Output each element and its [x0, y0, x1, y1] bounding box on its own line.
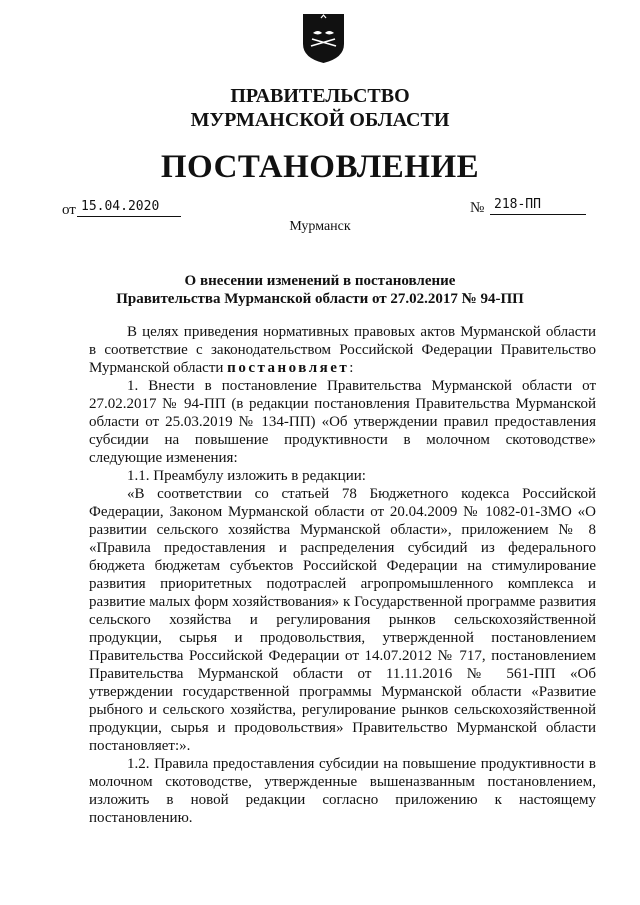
coat-of-arms-icon [301, 12, 346, 64]
document-type-title: ПОСТАНОВЛЕНИЕ [160, 149, 480, 185]
preamble-text: В целях приведения нормативных правовых актов Мурманской области в соответствие с законодательством Российской Федерации Правительство Мурманской области [89, 324, 596, 376]
subject-line2: Правительства Мурманской области от 27.02.2017 № 94-ПП [116, 291, 524, 307]
date-field: 15.04.2020 [77, 197, 181, 217]
document-number-field: 218-ПП [490, 195, 586, 215]
date-label: от [62, 202, 76, 218]
clause-1-1-quote: «В соответствии со статьей 78 Бюджетного кодекса Российской Федерации, Законом Мурманской области от 20.04.2009 № 1082-01-ЗМО «О развитии сельского хозяйства Мурманской области», приложением № 8 «Правила предоставления и распределения субсидий из федерального бюджета бюджетам субъектов Российской Федерации на стимулирование развития приоритетных подотраслей агропромышленного комплекса и развитие малых форм хозяйствования» к Государственной программе развития сельского хозяйства и регулирования рынков сельскохозяйственной продукции, сырья и продовольствия, утвержденной постановлением Правительства Российской Федерации от 14.07.2012 № 717, постановлением Правительства Мурманской области от 11.11.2016 № 561-ПП «Об утверждении государственной программы Мурманской области «Развитие рыбного и сельского хозяйства, регулирование рынков сельскохозяйственной продукции, сырья и продовольствия» Правительство Мурманской области постановляет:». [89, 486, 596, 754]
preamble-paragraph [89, 323, 596, 377]
document-body [89, 323, 596, 827]
number-label: № [470, 200, 485, 216]
clause-1: 1. Внести в постановление Правительства Мурманской области от 27.02.2017 № 94-ПП (в редакции постановления Правительства Мурманской области от 25.03.2019 № 134-ПП) «Об утверждении правил предоставления субсидии на повышение продуктивности в молочном скотоводстве» следующие изменения: [89, 378, 596, 466]
clause-1-2: 1.2. Правила предоставления субсидии на повышение продуктивности в молочном скотоводстве, утвержденные вышеназванным постановлением, изложить в новой редакции согласно приложению к настоящему постановлению. [89, 756, 596, 826]
organization-name-line1: ПРАВИТЕЛЬСТВО [230, 85, 410, 107]
city-name: Мурманск [289, 219, 351, 234]
decree-keyword: постановляет [227, 360, 350, 376]
preamble-colon: : [349, 360, 354, 376]
clause-1-1: 1.1. Преамбулу изложить в редакции: [127, 468, 366, 484]
organization-name-line2: МУРМАНСКОЙ ОБЛАСТИ [190, 109, 450, 131]
subject-line1: О внесении изменений в постановление [184, 273, 456, 289]
